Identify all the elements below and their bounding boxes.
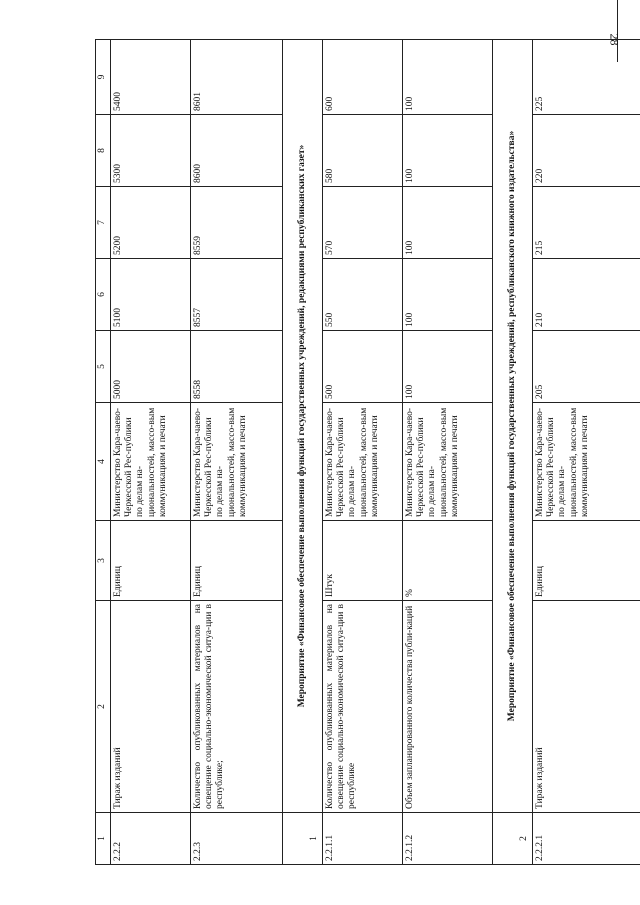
value-cell: 8558 bbox=[191, 331, 283, 403]
value-cell: 100 bbox=[403, 115, 493, 187]
header-cell: 5 bbox=[96, 331, 111, 403]
value-cell: 100 bbox=[403, 331, 493, 403]
value-cell: 600 bbox=[323, 40, 403, 115]
indicator-name-cell: Тираж изданий bbox=[533, 601, 640, 813]
section-row bbox=[283, 40, 323, 865]
table-row bbox=[533, 40, 640, 865]
unit-cell: Единиц bbox=[111, 521, 191, 601]
table-row bbox=[403, 40, 493, 865]
table-row bbox=[323, 40, 403, 865]
section-number-cell: 1 bbox=[283, 813, 323, 865]
value-cell: 215 bbox=[533, 187, 640, 259]
value-cell: 570 bbox=[323, 187, 403, 259]
row-number-cell: 2.2.2 bbox=[111, 813, 191, 865]
executor-cell: Министерство Кара-чаево-Черкесской Рес-публики по делам на-циональностей, массо-вым коммуникациям и печати bbox=[533, 403, 640, 521]
value-cell: 580 bbox=[323, 115, 403, 187]
value-cell: 220 bbox=[533, 115, 640, 187]
value-cell: 550 bbox=[323, 259, 403, 331]
header-cell: 1 bbox=[96, 813, 111, 865]
section-title-cell: Мероприятие «Финансовое обеспечение выполнения функций государственных учреждений, редакциями республиканских газет» bbox=[283, 40, 323, 813]
value-cell: 500 bbox=[323, 331, 403, 403]
value-cell: 100 bbox=[403, 187, 493, 259]
rotated-table-container bbox=[95, 40, 605, 865]
value-cell: 5200 bbox=[111, 187, 191, 259]
table-body bbox=[96, 40, 640, 865]
section-title-cell: Мероприятие «Финансовое обеспечение выполнения функций государственных учреждений, республиканского книжного издательства» bbox=[493, 40, 533, 813]
value-cell: 100 bbox=[403, 40, 493, 115]
value-cell: 100 bbox=[403, 259, 493, 331]
section-row bbox=[493, 40, 533, 865]
header-row bbox=[96, 40, 111, 865]
value-cell: 8559 bbox=[191, 187, 283, 259]
value-cell: 225 bbox=[533, 40, 640, 115]
value-cell: 205 bbox=[533, 331, 640, 403]
header-cell: 9 bbox=[96, 40, 111, 115]
table-row bbox=[111, 40, 191, 865]
header-cell: 7 bbox=[96, 187, 111, 259]
header-cell: 6 bbox=[96, 259, 111, 331]
table-row bbox=[191, 40, 283, 865]
executor-cell: Министерство Кара-чаево-Черкесской Рес-публики по делам на-циональностей, массо-вым коммуникациям и печати bbox=[403, 403, 493, 521]
value-cell: 8557 bbox=[191, 259, 283, 331]
indicator-name-cell: Количество опубликованных материалов на освещение социально-экономической ситуа-ции в республике; bbox=[191, 601, 283, 813]
value-cell: 210 bbox=[533, 259, 640, 331]
unit-cell: % bbox=[403, 521, 493, 601]
value-cell: 8601 bbox=[191, 40, 283, 115]
indicator-name-cell: Количество опубликованных материалов на освещение социально-экономической ситуа-ции в республике bbox=[323, 601, 403, 813]
unit-cell: Единиц bbox=[191, 521, 283, 601]
executor-cell: Министерство Кара-чаево-Черкесской Рес-публики по делам на-циональностей, массо-вым коммуникациям и печати bbox=[111, 403, 191, 521]
value-cell: 8600 bbox=[191, 115, 283, 187]
indicator-name-cell: Тираж изданий bbox=[111, 601, 191, 813]
header-cell: 8 bbox=[96, 115, 111, 187]
header-cell: 3 bbox=[96, 521, 111, 601]
header-cell: 2 bbox=[96, 601, 111, 813]
value-cell: 5000 bbox=[111, 331, 191, 403]
section-number-cell: 2 bbox=[493, 813, 533, 865]
indicator-name-cell: Объем запланированного количества публи-каций bbox=[403, 601, 493, 813]
value-cell: 5400 bbox=[111, 40, 191, 115]
unit-cell: Штук bbox=[323, 521, 403, 601]
row-number-cell: 2.2.2.1 bbox=[533, 813, 640, 865]
value-cell: 5100 bbox=[111, 259, 191, 331]
header-cell: 4 bbox=[96, 403, 111, 521]
row-number-cell: 2.2.3 bbox=[191, 813, 283, 865]
row-number-cell: 2.2.1.1 bbox=[323, 813, 403, 865]
executor-cell: Министерство Кара-чаево-Черкесской Рес-публики по делам на-циональностей, массо-вым коммуникациям и печати bbox=[191, 403, 283, 521]
indicators-table bbox=[95, 39, 640, 865]
row-number-cell: 2.2.1.2 bbox=[403, 813, 493, 865]
value-cell: 5300 bbox=[111, 115, 191, 187]
page-number: 28 bbox=[607, 33, 622, 46]
executor-cell: Министерство Кара-чаево-Черкесской Рес-публики по делам на-циональностей, массо-вым коммуникациям и печати bbox=[323, 403, 403, 521]
unit-cell: Единиц bbox=[533, 521, 640, 601]
